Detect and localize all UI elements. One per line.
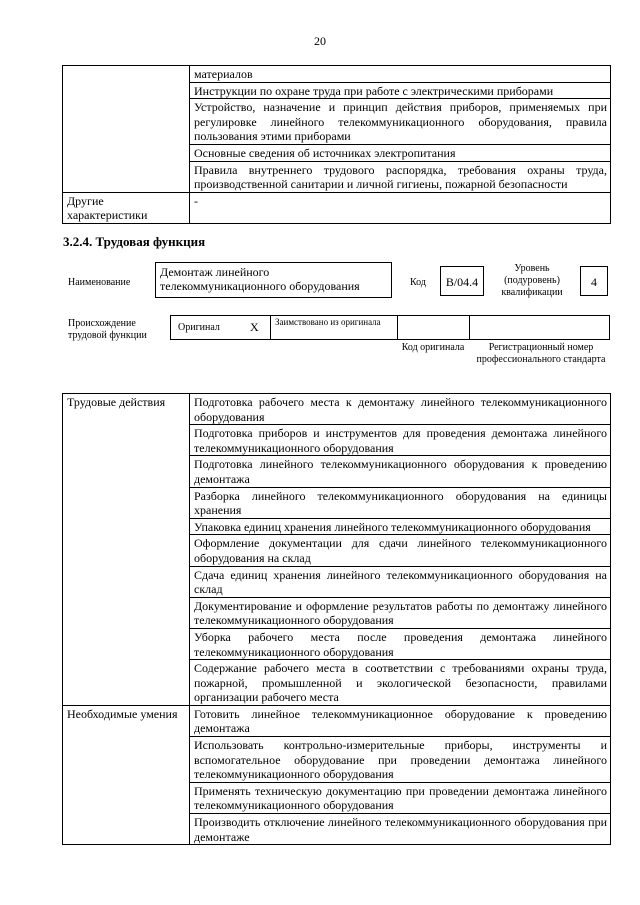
- labor-action: Упаковка единиц хранения линейного телекоммуникационного оборудования: [190, 518, 611, 535]
- labor-action: Подготовка приборов и инструментов для проведения демонтажа линейного телекоммуникационного оборудования: [190, 425, 611, 456]
- original-mark: X: [250, 320, 259, 334]
- section-heading: 3.2.4. Трудовая функция: [63, 234, 206, 249]
- knowledge-item: материалов: [190, 66, 611, 83]
- level-label: Уровень (подуровень) квалификации: [501, 263, 563, 298]
- origin-row: [170, 315, 610, 340]
- labor-function-table: [62, 393, 611, 845]
- level-box: [580, 266, 608, 296]
- skill-item: Применять техническую документацию при проведении демонтажа линейного телекоммуникационного оборудования: [190, 782, 611, 813]
- labor-action: Оформление документации для сдачи линейного телекоммуникационного оборудования на склад: [190, 535, 611, 566]
- labor-action: Подготовка рабочего места к демонтажу линейного телекоммуникационного оборудования: [190, 394, 611, 425]
- knowledge-item: Правила внутреннего трудового распорядка, требования охраны труда, производственной санитарии и личной гигиены, пожарной безопасности: [190, 161, 611, 192]
- code-box: [440, 266, 484, 296]
- skill-item: Производить отключение линейного телекоммуникационного оборудования при демонтаже: [190, 814, 611, 845]
- name-label: Наименование: [68, 277, 131, 288]
- function-code: B/04.4: [445, 275, 479, 289]
- other-characteristics-value: -: [190, 192, 611, 223]
- level-value: 4: [591, 275, 597, 289]
- code-label: Код: [410, 277, 426, 288]
- labor-action: Уборка рабочего места после проведения демонтажа линейного телекоммуникационного оборудования: [190, 628, 611, 659]
- knowledge-item: Инструкции по охране труда при работе с электрическими приборами: [190, 82, 611, 99]
- skill-item: Использовать контрольно-измерительные приборы, инструменты и вспомогательное оборудование при проведении демонтажа линейного телекоммуникационного оборудования: [190, 737, 611, 783]
- other-characteristics-label: Другие характеристики: [63, 192, 190, 223]
- labor-action: Содержание рабочего места в соответствии с требованиями охраны труда, пожарной, промышленной и экологической безопасности, правилами организации рабочего места: [190, 660, 611, 706]
- reg-number-label: Регистрационный номер профессионального стандарта: [476, 342, 606, 365]
- skill-item: Готовить линейное телекоммуникационное оборудование к проведению демонтажа: [190, 705, 611, 736]
- skills-label: Необходимые умения: [63, 705, 190, 844]
- knowledge-item: Устройство, назначение и принцип действия приборов, применяемых при регулировке линейного телекоммуникационного оборудования, правила пользования этими приборами: [190, 99, 611, 145]
- labor-action: Документирование и оформление результатов работы по демонтажу линейного телекоммуникационного оборудования: [190, 597, 611, 628]
- knowledge-label-cell: [63, 66, 190, 193]
- labor-action: Сдача единиц хранения линейного телекоммуникационного оборудования на склад: [190, 566, 611, 597]
- labor-action: Подготовка линейного телекоммуникационного оборудования к проведению демонтажа: [190, 456, 611, 487]
- borrowed-label: Заимствовано из оригинала: [275, 317, 381, 327]
- origin-label: Происхождение трудовой функции: [68, 318, 147, 341]
- knowledge-table: [62, 65, 611, 224]
- function-name-box: [155, 262, 392, 298]
- labor-actions-label: Трудовые действия: [63, 394, 190, 706]
- original-label: Оригинал: [178, 322, 220, 333]
- knowledge-item: Основные сведения об источниках электропитания: [190, 144, 611, 161]
- labor-action: Разборка линейного телекоммуникационного оборудования на единицы хранения: [190, 487, 611, 518]
- code-original-label: Код оригинала: [401, 342, 465, 353]
- function-name: Демонтаж линейного телекоммуникационного оборудования: [160, 265, 360, 293]
- page-number: 20: [314, 34, 326, 48]
